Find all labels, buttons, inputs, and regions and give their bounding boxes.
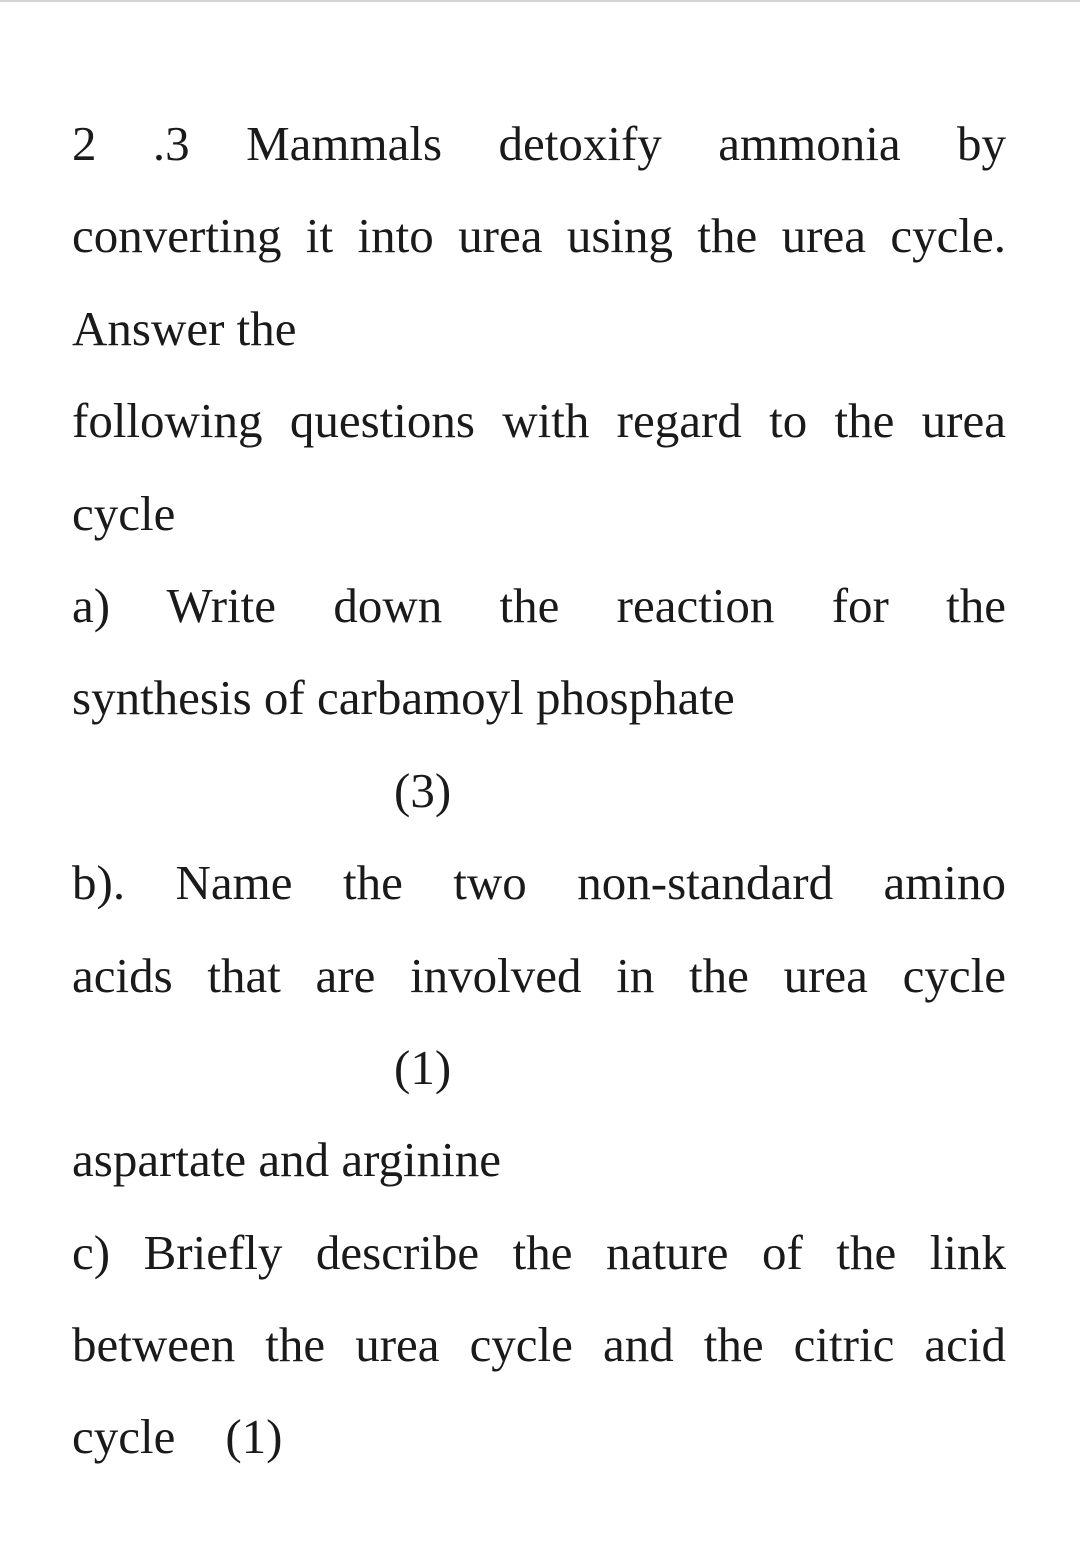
part-b-line-2: acids that are involved in the urea cycle <box>72 947 1006 1003</box>
top-divider <box>0 0 1080 2</box>
part-a-marks: (3) <box>394 762 452 818</box>
part-b-marks-row <box>72 1022 1006 1114</box>
part-c-line-3: cycle <box>72 1409 176 1465</box>
part-c-line-3-row <box>72 1391 1006 1483</box>
question-intro-line-4: following questions with regard to the urea <box>72 393 1006 449</box>
part-c-line-2: between the urea cycle and the citric acid <box>72 1317 1006 1373</box>
part-a-marks-row <box>72 745 1006 837</box>
question-intro-line-5: cycle <box>72 485 176 541</box>
part-a-line-1: a) Write down the reaction for the <box>72 577 1006 633</box>
part-c-line-1: c) Briefly describe the nature of the link <box>72 1224 1006 1280</box>
question-intro-line-2: converting it into urea using the urea cycle. <box>72 208 1006 264</box>
question-intro-line-3: Answer the <box>72 300 297 356</box>
question-intro-line-1: 2 .3 Mammals detoxify ammonia by <box>72 116 1006 171</box>
part-c-marks: (1) <box>225 1409 283 1465</box>
part-b-line-1: b). Name the two non-standard amino <box>72 855 1006 911</box>
part-a-line-2: synthesis of carbamoyl phosphate <box>72 670 735 726</box>
question-document <box>72 98 1006 1484</box>
part-b-marks: (1) <box>394 1039 452 1095</box>
part-b-answer: aspartate and arginine <box>72 1132 502 1188</box>
